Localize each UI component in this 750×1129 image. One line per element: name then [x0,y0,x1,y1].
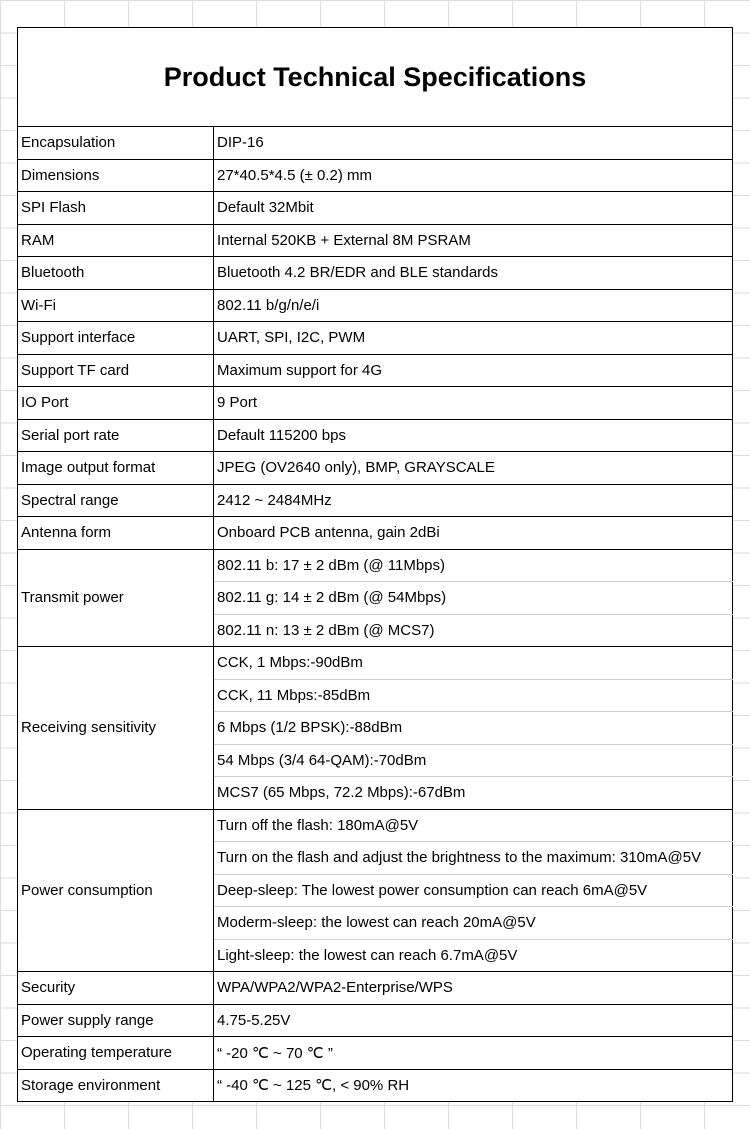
row-value: Onboard PCB antenna, gain 2dBi [214,517,733,550]
row-label: Encapsulation [18,127,214,159]
row-label: SPI Flash [18,192,214,225]
page-title: Product Technical Specifications [18,28,733,127]
row-value: JPEG (OV2640 only), BMP, GRAYSCALE [214,452,733,485]
power-consumption-value: Deep-sleep: The lowest power consumption can reach 6mA@5V [214,874,733,907]
power-consumption-value: Moderm-sleep: the lowest can reach 20mA@5V [214,907,733,940]
table-row [18,647,733,680]
row-label: Bluetooth [18,257,214,290]
table-row [18,224,733,257]
row-value: UART, SPI, I2C, PWM [214,322,733,355]
spec-table [18,127,733,1102]
table-row [18,289,733,322]
row-value: “ -40 ℃ ~ 125 ℃, < 90% RH [214,1069,733,1102]
row-value: Bluetooth 4.2 BR/EDR and BLE standards [214,257,733,290]
receiving-sensitivity-label: Receiving sensitivity [18,647,214,810]
row-value: 27*40.5*4.5 (± 0.2) mm [214,159,733,192]
row-label: Wi-Fi [18,289,214,322]
table-row [18,1069,733,1102]
row-label: Dimensions [18,159,214,192]
row-label: Operating temperature [18,1037,214,1070]
table-row [18,452,733,485]
spec-sheet [17,27,733,1102]
row-value: DIP-16 [214,127,733,159]
table-row [18,809,733,842]
receiving-sensitivity-value: CCK, 11 Mbps:-85dBm [214,679,733,712]
table-row [18,387,733,420]
table-row [18,419,733,452]
receiving-sensitivity-value: CCK, 1 Mbps:-90dBm [214,647,733,680]
row-label: Support TF card [18,354,214,387]
row-label: Image output format [18,452,214,485]
table-row [18,549,733,582]
power-consumption-value: Turn off the flash: 180mA@5V [214,809,733,842]
power-consumption-label: Power consumption [18,809,214,972]
row-value: 9 Port [214,387,733,420]
power-consumption-value: Turn on the flash and adjust the brightness to the maximum: 310mA@5V [214,842,733,875]
row-value: Internal 520KB + External 8M PSRAM [214,224,733,257]
row-label: Power supply range [18,1004,214,1037]
row-label: Antenna form [18,517,214,550]
row-value: WPA/WPA2/WPA2-Enterprise/WPS [214,972,733,1005]
transmit-power-value: 802.11 g: 14 ± 2 dBm (@ 54Mbps) [214,582,733,615]
table-row [18,127,733,159]
table-row [18,484,733,517]
table-row [18,159,733,192]
table-row [18,1037,733,1070]
table-row [18,257,733,290]
row-value: Maximum support for 4G [214,354,733,387]
row-label: Security [18,972,214,1005]
table-row [18,322,733,355]
transmit-power-label: Transmit power [18,549,214,647]
receiving-sensitivity-value: 6 Mbps (1/2 BPSK):-88dBm [214,712,733,745]
row-label: Serial port rate [18,419,214,452]
table-row [18,192,733,225]
row-value: 4.75-5.25V [214,1004,733,1037]
row-label: RAM [18,224,214,257]
row-value: Default 115200 bps [214,419,733,452]
row-value: “ -20 ℃ ~ 70 ℃ ” [214,1037,733,1070]
table-row [18,1004,733,1037]
row-value: Default 32Mbit [214,192,733,225]
table-row [18,517,733,550]
row-label: IO Port [18,387,214,420]
table-row [18,354,733,387]
row-label: Support interface [18,322,214,355]
row-label: Storage environment [18,1069,214,1102]
row-value: 2412 ~ 2484MHz [214,484,733,517]
table-row [18,972,733,1005]
power-consumption-value: Light-sleep: the lowest can reach 6.7mA@5V [214,939,733,972]
receiving-sensitivity-value: 54 Mbps (3/4 64-QAM):-70dBm [214,744,733,777]
transmit-power-value: 802.11 b: 17 ± 2 dBm (@ 11Mbps) [214,549,733,582]
receiving-sensitivity-value: MCS7 (65 Mbps, 72.2 Mbps):-67dBm [214,777,733,810]
transmit-power-value: 802.11 n: 13 ± 2 dBm (@ MCS7) [214,614,733,647]
row-value: 802.11 b/g/n/e/i [214,289,733,322]
row-label: Spectral range [18,484,214,517]
